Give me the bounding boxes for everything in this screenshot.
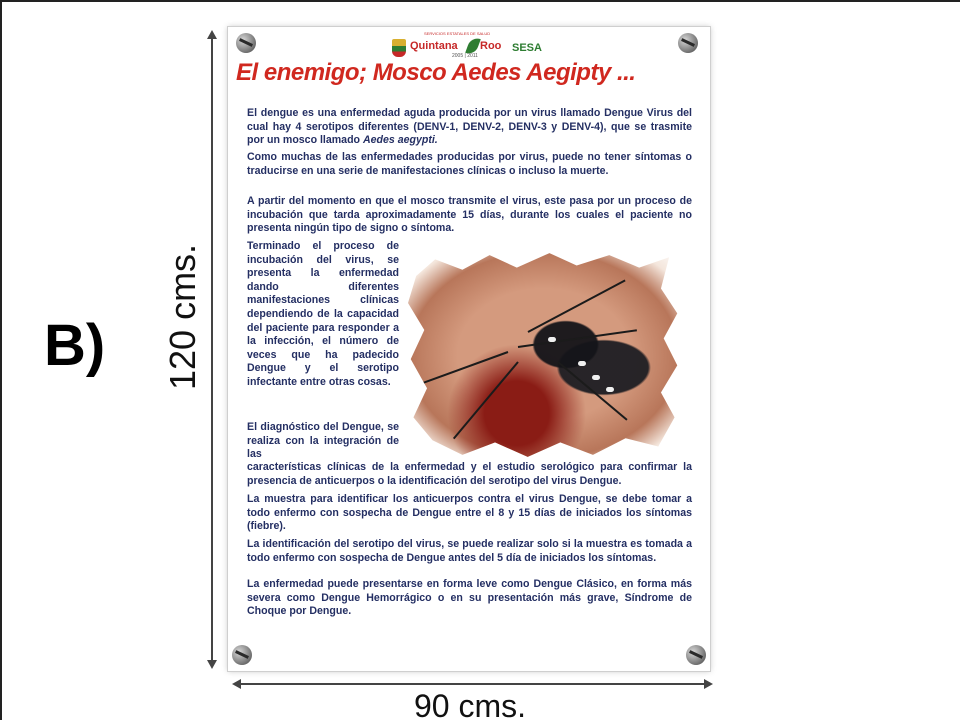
- sesa-logo: SESA: [512, 42, 542, 54]
- mosquito-leg: [528, 279, 626, 332]
- frame-left-border: [0, 0, 2, 720]
- arrow-up-icon: [207, 30, 217, 39]
- mosquito-leg: [418, 351, 508, 385]
- logo-tagline: SERVICIOS ESTATALES DE SALUD: [424, 31, 491, 36]
- arrow-left-icon: [232, 679, 241, 689]
- paragraph-symptoms: Como muchas de las enfermedades producidas por virus, puede no tener síntomas o traducirse en una serie de manifestaciones clínicas o incluso la muerte.: [247, 151, 692, 177]
- logo-row: [388, 31, 568, 61]
- screw-icon: [686, 645, 706, 665]
- frame-top-border: [0, 0, 960, 2]
- paragraph-forms: La enfermedad puede presentarse en forma leve como Dengue Clásico, en forma más severa como Dengue Hemorrágico o en su presentación más grave, Síndrome de Choque por Dengue.: [247, 578, 692, 618]
- screw-icon: [678, 33, 698, 53]
- logo-state-name: Quintana: [410, 40, 458, 52]
- paragraph-diagnosis: El diagnóstico del Dengue, se realiza con la integración de las: [247, 421, 399, 461]
- paragraph-incubation: A partir del momento en que el mosco transmite el virus, este pasa por un proceso de incubación que tarda aproximadamente 15 días, durante los cuales el paciente no presenta ningún tipo de signo o síntoma.: [247, 195, 692, 235]
- mosquito-stripe: [578, 361, 586, 366]
- state-shield-icon: [392, 39, 406, 57]
- paragraph-intro: [247, 107, 692, 148]
- paragraph-intro-text: El dengue es una enfermedad aguda producida por un virus llamado Dengue Virus del cual hay 4 serotipos diferentes (DENV-1, DENV-2, DENV-3 y DENV-4), que se trasmite por un mosco llamado: [247, 107, 692, 147]
- width-dimension-line: [236, 683, 706, 685]
- paragraph-sample: La muestra para identificar los anticuerpos contra el virus Dengue, se debe tomar a todo enfermo con sospecha de Dengue entre el 8 y 15 días de iniciados los síntomas (fiebre).: [247, 493, 692, 533]
- logo-years: 2005 | 2011: [452, 53, 478, 59]
- paragraph-diagnosis-cont: características clínicas de la enfermedad y el estudio serológico para confirmar la presencia de anticuerpos o la identificación del serotipo del virus Dengue.: [247, 461, 692, 487]
- mosquito-leg: [557, 361, 627, 420]
- poster-title: El enemigo; Mosco Aedes Aegipty ...: [236, 59, 636, 86]
- panel-label: B): [44, 313, 106, 378]
- logo-state-name-2: Roo: [480, 40, 502, 52]
- screw-icon: [236, 33, 256, 53]
- screw-icon: [232, 645, 252, 665]
- width-label: 90 cms.: [413, 688, 527, 724]
- mosquito-photo: [408, 251, 680, 459]
- species-name: Aedes aegypti.: [362, 134, 438, 147]
- mosquito-stripe: [548, 337, 556, 342]
- poster: [228, 27, 710, 671]
- mosquito-leg: [518, 329, 637, 348]
- mosquito-leg: [453, 361, 519, 439]
- paragraph-manifestations: Terminado el proceso de incubación del virus, se presenta la enfermedad dando diferentes manifestaciones clínicas dependiendo de la capacidad del paciente para responder a la infección, el número de veces que ha padecido Dengue y el serotipo infectante entre otras cosas.: [247, 240, 399, 388]
- height-dimension-line: [211, 34, 213, 664]
- height-label: 120 cms.: [162, 243, 203, 390]
- arrow-down-icon: [207, 660, 217, 669]
- mosquito-stripe: [592, 375, 600, 380]
- mosquito-stripe: [606, 387, 614, 392]
- arrow-right-icon: [704, 679, 713, 689]
- paragraph-serotype: La identificación del serotipo del virus, se puede realizar solo si la muestra es tomada a todo enfermo con sospecha de Dengue antes del 5 día de iniciados los síntomas.: [247, 538, 692, 564]
